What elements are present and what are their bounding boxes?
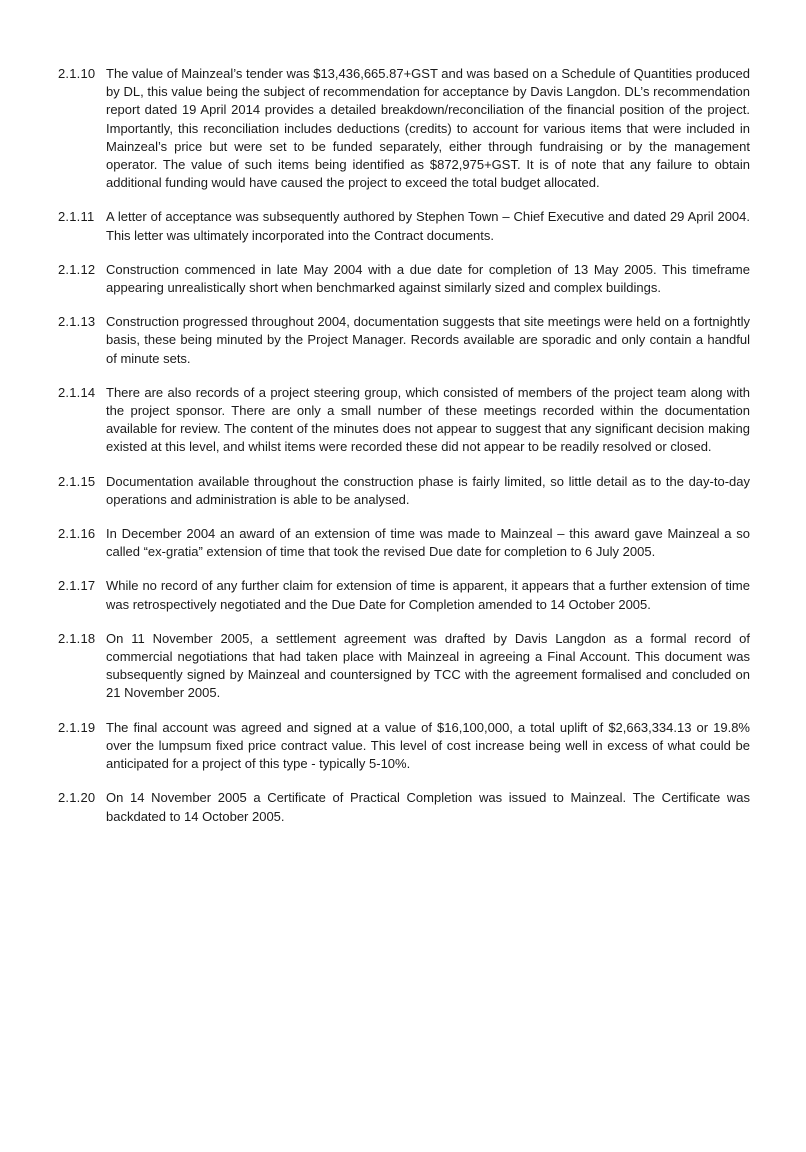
paragraph-number: 2.1.11	[58, 209, 95, 225]
paragraph-text: Construction commenced in late May 2004 with a due date for completion of 13 May 2005. This timeframe appearing unrealistically short when benchmarked against similarly sized and complex buildings.	[106, 261, 750, 296]
paragraph-2-1-20	[58, 789, 750, 825]
paragraph-2-1-17	[58, 577, 750, 613]
numbered-paragraph-list	[58, 65, 750, 842]
paragraph-number: 2.1.17	[58, 578, 96, 594]
paragraph-text: On 11 November 2005, a settlement agreement was drafted by Davis Langdon as a formal record of commercial negotiations that had taken place with Mainzeal in agreeing a Final Account. This document was subsequently signed by Mainzeal and countersigned by TCC with the agreement formalised and concluded on 21 November 2005.	[106, 630, 750, 701]
paragraph-number: 2.1.19	[58, 719, 96, 735]
paragraph-number: 2.1.14	[58, 384, 96, 400]
paragraph-2-1-18	[58, 630, 750, 703]
paragraph-text: There are also records of a project steering group, which consisted of members of the project team along with the project sponsor. There are only a small number of these meetings recorded within the documentation available for review. The content of the minutes does not appear to suggest that any significant decision making existed at this level, and whilst items were recorded these did not appear to be readily resolved or closed.	[106, 384, 750, 455]
paragraph-2-1-13	[58, 313, 750, 368]
paragraph-2-1-10	[58, 65, 750, 192]
paragraph-text: On 14 November 2005 a Certificate of Practical Completion was issued to Mainzeal. The Certificate was backdated to 14 October 2005.	[106, 790, 750, 824]
paragraph-text: Documentation available throughout the construction phase is fairly limited, so little detail as to the day-to-day operations and administration is able to be analysed.	[106, 473, 750, 507]
paragraph-number: 2.1.18	[58, 630, 96, 646]
paragraph-number: 2.1.12	[58, 261, 96, 277]
paragraph-text: The value of Mainzeal’s tender was $13,436,665.87+GST and was based on a Schedule of Quantities produced by DL, this value being the subject of recommendation for acceptance by Davis Langdon. DL’s recommendation report dated 19 April 2014 provides a detailed breakdown/reconciliation of the financial position of the project. Importantly, this reconciliation includes deductions (credits) to account for various items that were included in Mainzeal’s price but were set to be funded separately, either through fundraising or by the management operator. The value of such items being identified as $872,975+GST. It is of note that any failure to obtain additional funding would have caused the project to exceed the total budget allocated.	[106, 66, 750, 191]
paragraph-number: 2.1.15	[58, 473, 96, 489]
paragraph-2-1-14	[58, 384, 750, 457]
paragraph-2-1-19	[58, 719, 750, 774]
paragraph-2-1-16	[58, 525, 750, 561]
paragraph-text: A letter of acceptance was subsequently authored by Stephen Town – Chief Executive and dated 29 April 2004. This letter was ultimately incorporated into the Contract documents.	[106, 209, 750, 243]
paragraph-2-1-15	[58, 473, 750, 509]
paragraph-text: The final account was agreed and signed at a value of $16,100,000, a total uplift of $2,663,334.13 or 19.8% over the lumpsum fixed price contract value. This level of cost increase being well in excess of what could be anticipated for a project of this type - typically 5-10%.	[106, 719, 750, 772]
paragraph-text: In December 2004 an award of an extension of time was made to Mainzeal – this award gave Mainzeal a so called “ex-gratia” extension of time that took the revised Due date for completion to 6 July 2005.	[106, 526, 750, 560]
paragraph-2-1-12	[58, 261, 750, 297]
paragraph-number: 2.1.10	[58, 66, 96, 81]
paragraph-number: 2.1.16	[58, 526, 96, 542]
paragraph-number: 2.1.13	[58, 314, 96, 330]
paragraph-text: While no record of any further claim for extension of time is apparent, it appears that a further extension of time was retrospectively negotiated and the Due Date for Completion amended to 14 October 2005.	[106, 578, 750, 612]
paragraph-2-1-11	[58, 208, 750, 244]
paragraph-number: 2.1.20	[58, 790, 96, 806]
paragraph-text: Construction progressed throughout 2004, documentation suggests that site meetings were held on a fortnightly basis, these being minuted by the Project Manager. Records available are sporadic and only contain a handful of minute sets.	[106, 314, 750, 366]
